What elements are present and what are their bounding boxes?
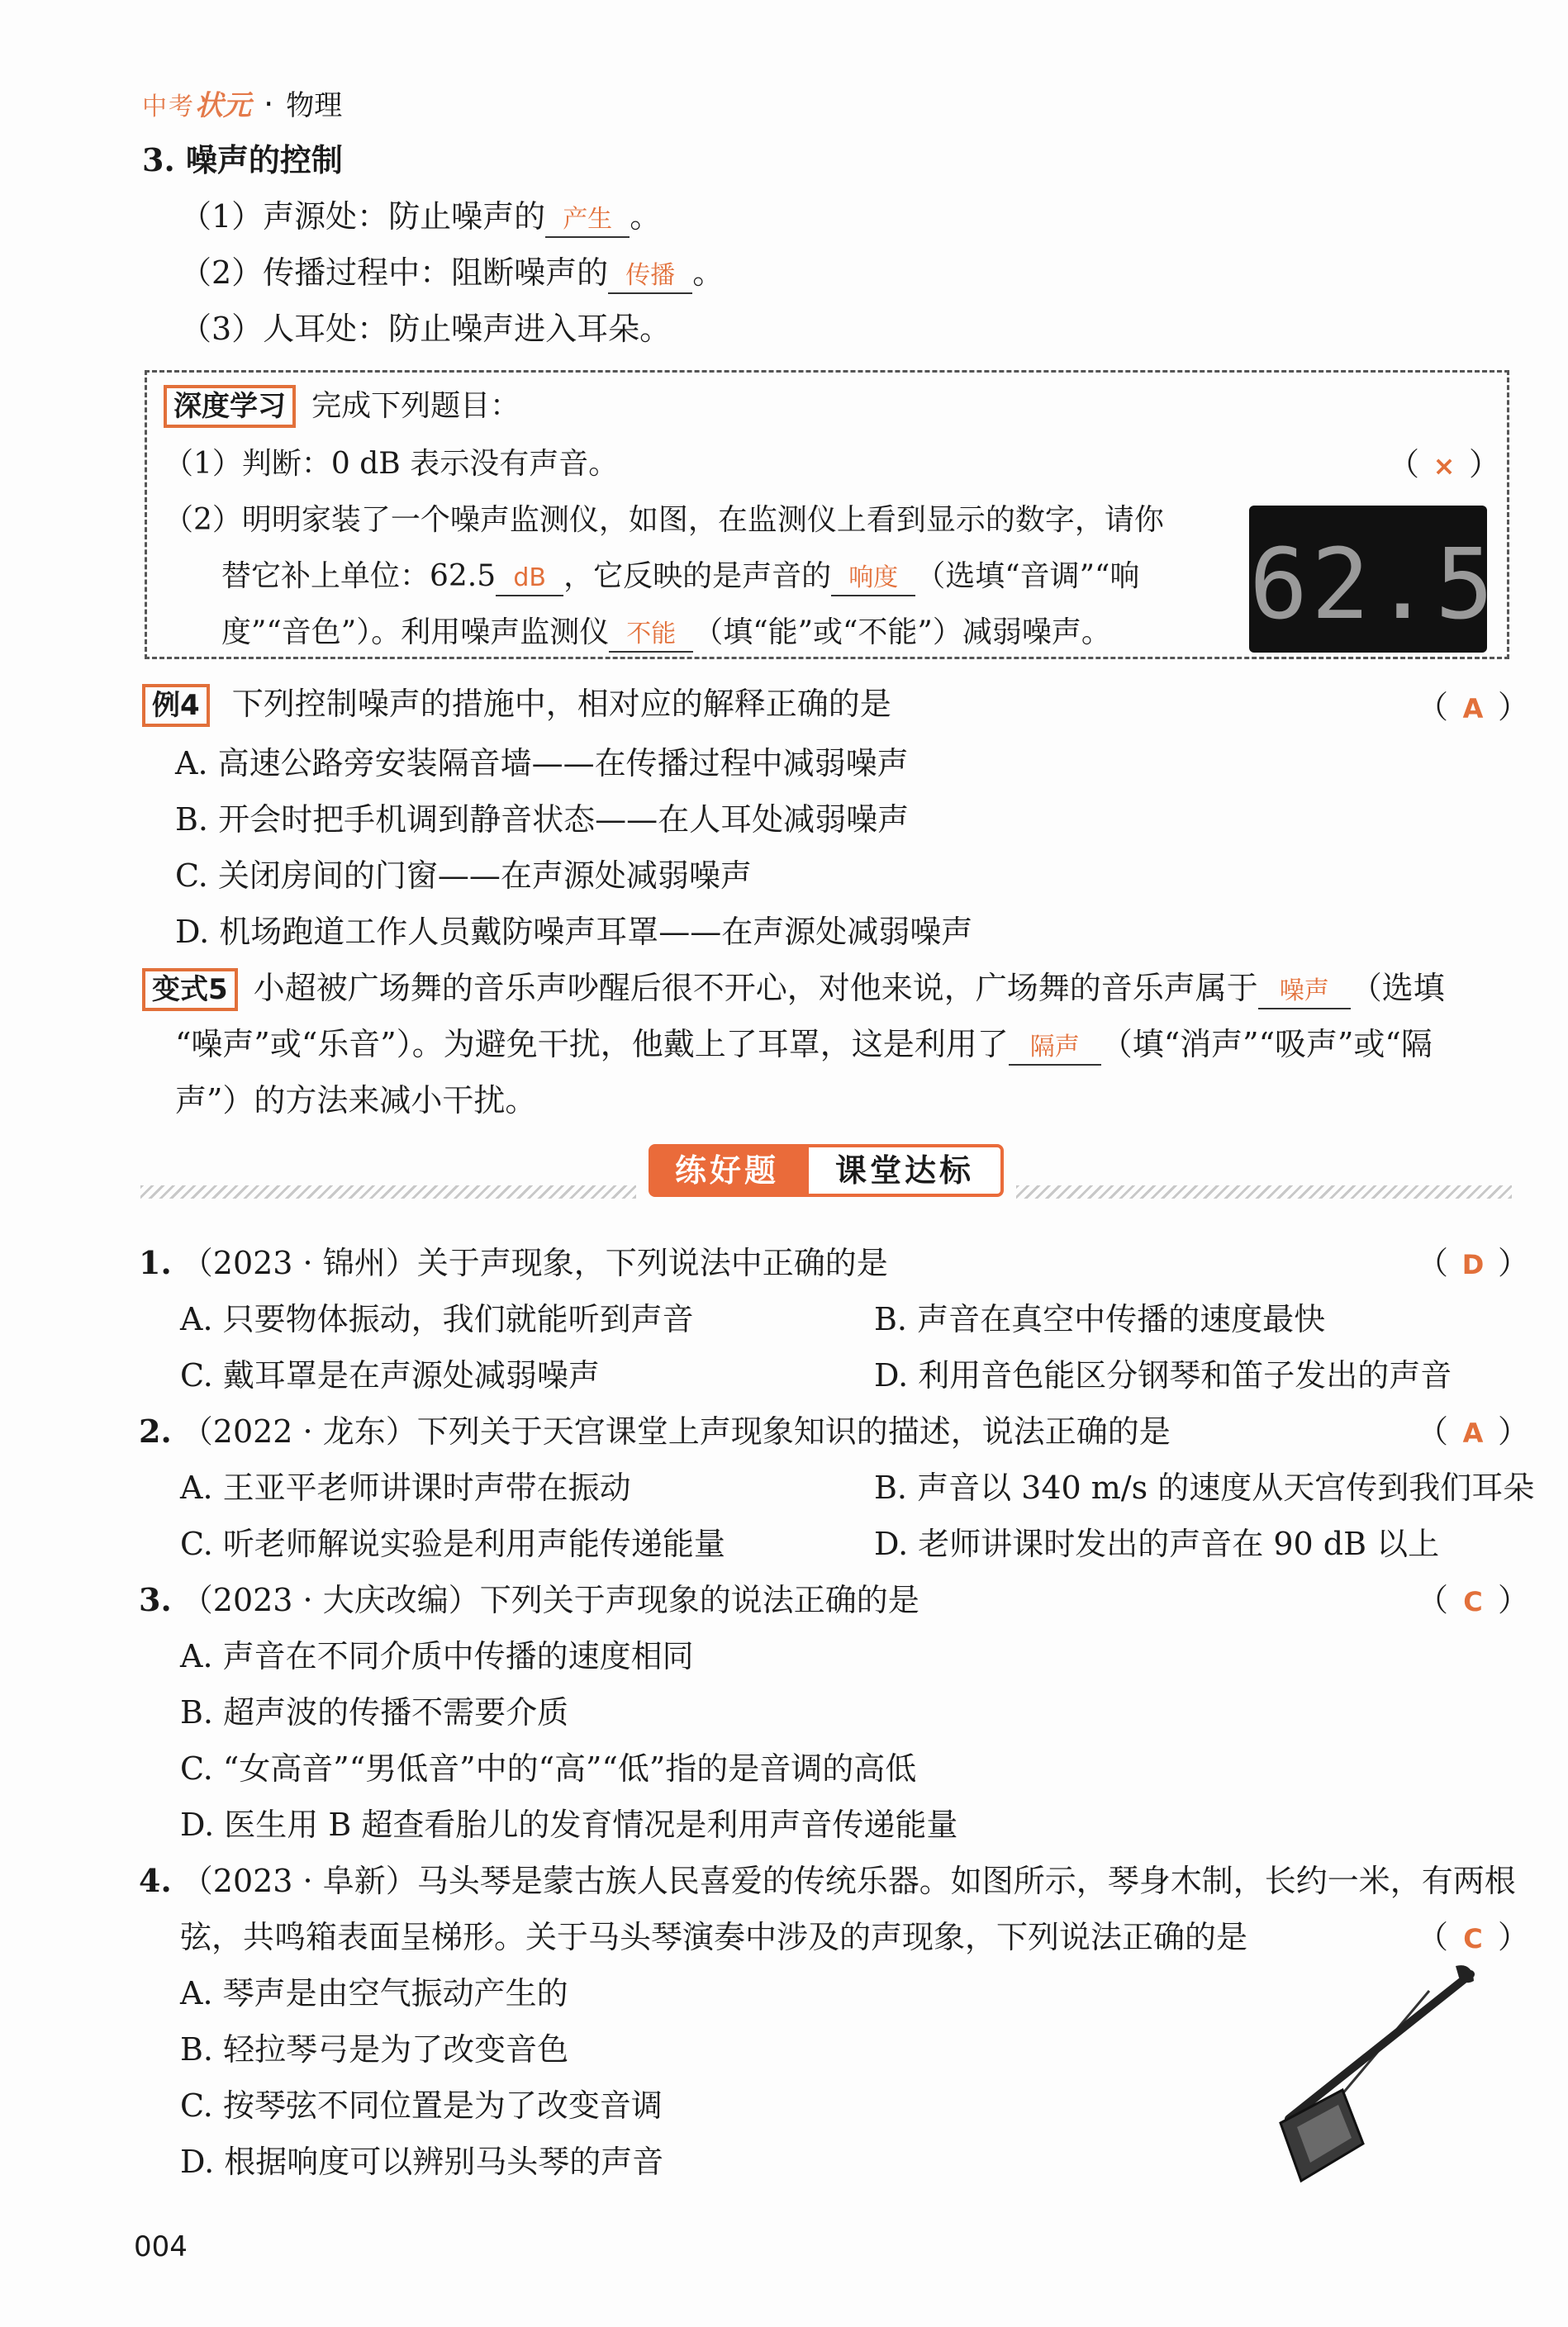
option: D. 医生用 B 超查看胎儿的发育情况是利用声音传递能量 [180, 1807, 958, 1843]
question-2: 2. （2022 · 龙东）下列关于天宫课堂上声现象知识的描述，说法正确的是 [139, 1413, 1171, 1450]
noise-meter-display: 62.5 [1249, 527, 1498, 641]
example4-header [142, 684, 891, 727]
option: B. 声音以 340 m/s 的速度从天宫传到我们耳朵 [874, 1470, 1535, 1506]
option: C. “女高音”“男低音”中的“高”“低”指的是音调的高低 [180, 1750, 917, 1787]
option: C. 关闭房间的门窗——在声源处减弱噪声 [175, 857, 752, 894]
section-title: 3. 噪声的控制 [142, 141, 343, 178]
variant5-line1: 变式5 小超被广场舞的音乐声吵醒后很不开心，对他来说，广场舞的音乐声属于 噪声 （选填 [142, 968, 1445, 1011]
banner-left: 练好题 [649, 1144, 805, 1197]
option: A. 高速公路旁安装隔音墙——在传播过程中减弱噪声 [175, 745, 909, 781]
option: B. 轻拉琴弓是为了改变音色 [180, 2031, 569, 2068]
answer-blank: dB [496, 562, 563, 596]
header-dot: · [264, 86, 274, 122]
option: D. 根据响度可以辨别马头琴的声音 [180, 2144, 664, 2180]
example4-answer: （ A ） [1417, 689, 1530, 725]
option: C. 听老师解说实验是利用声能传递能量 [180, 1526, 725, 1562]
example4-stem: 下列控制噪声的措施中，相对应的解释正确的是 [231, 686, 891, 722]
header-subject: 物理 [286, 89, 343, 122]
noise-meter-image [1249, 506, 1498, 653]
example-tag: 例4 [142, 684, 210, 727]
q4-answer: （ C ） [1417, 1919, 1530, 1955]
banner-divider-left [140, 1185, 636, 1199]
page-number: 004 [134, 2230, 188, 2263]
brand-text: 中考 [142, 93, 195, 121]
option: A. 声音在不同介质中传播的速度相同 [180, 1638, 694, 1674]
option: A. 只要物体振动，我们就能听到声音 [180, 1301, 694, 1337]
option: B. 超声波的传播不需要介质 [180, 1694, 569, 1731]
answer-blank: 传播 [608, 259, 692, 294]
section3-line3: （3）人耳处：防止噪声进入耳朵。 [180, 311, 672, 347]
deep-q1: （1）判断：0 dB 表示没有声音。 [164, 447, 619, 481]
deep-q2-line3: 度”“音色”）。利用噪声监测仪 不能 （填“能”或“不能”）减弱噪声。 [221, 613, 1111, 653]
question-4: 4. （2023 · 阜新）马头琴是蒙古族人民喜爱的传统乐器。如图所示，琴身木制，长约一米，有两根 [139, 1862, 1516, 1899]
option: A. 王亚平老师讲课时声带在振动 [180, 1470, 631, 1506]
q1-answer: （ D ） [1417, 1245, 1530, 1281]
banner-divider-right [1016, 1185, 1512, 1199]
option: B. 声音在真空中传播的速度最快 [874, 1301, 1326, 1337]
answer-blank: 不能 [609, 618, 693, 653]
variant-tag: 变式5 [142, 968, 238, 1011]
option: D. 机场跑道工作人员戴防噪声耳罩——在声源处减弱噪声 [175, 914, 973, 950]
question-1: 1. （2023 · 锦州）关于声现象，下列说法中正确的是 [139, 1244, 888, 1281]
deep-q2-line1: （2）明明家装了一个噪声监测仪，如图，在监测仪上看到显示的数字，请你 [164, 503, 1164, 537]
morin-khuur-image [1264, 1958, 1495, 2189]
q3-answer: （ C ） [1417, 1582, 1530, 1618]
section3-line2: （2）传播过程中：阻断噪声的 传播 。 [180, 253, 724, 294]
option: D. 利用音色能区分钢琴和笛子发出的声音 [874, 1357, 1452, 1394]
deep-learning-header [164, 385, 520, 428]
option: B. 开会时把手机调到静音状态——在人耳处减弱噪声 [175, 801, 910, 838]
deep-learning-tag: 深度学习 [164, 385, 296, 428]
banner-right: 课堂达标 [805, 1144, 1004, 1197]
option: C. 戴耳罩是在声源处减弱噪声 [180, 1357, 600, 1394]
brand-logo: 状元 [195, 89, 251, 122]
variant5-line3: 声”）的方法来减小干扰。 [175, 1082, 537, 1118]
variant5-line2: “噪声”或“乐音”）。为避免干扰，他戴上了耳罩，这是利用了 隔声 （填“消声”“吸声”或“隔 [175, 1024, 1433, 1066]
option: C. 按琴弦不同位置是为了改变音调 [180, 2087, 663, 2124]
answer-blank: 噪声 [1258, 975, 1351, 1009]
section3-line1: （1）声源处：防止噪声的 产生 。 [180, 197, 661, 238]
deep-learning-intro: 完成下列题目： [311, 389, 520, 423]
deep-q2-line2: 替它补上单位：62.5 dB ，它反映的是声音的 响度 （选填“音调”“响 [221, 557, 1139, 596]
answer-blank: 隔声 [1009, 1031, 1101, 1066]
answer-blank: 响度 [831, 562, 915, 596]
question-4-line2: 弦，共鸣箱表面呈梯形。关于马头琴演奏中涉及的声现象，下列说法正确的是 [180, 1919, 1248, 1955]
header [142, 83, 342, 126]
q2-answer: （ A ） [1417, 1413, 1530, 1450]
answer-blank: 产生 [545, 203, 630, 238]
deep-q1-answer: （ × ） [1388, 446, 1501, 482]
option: D. 老师讲课时发出的声音在 90 dB 以上 [874, 1526, 1440, 1562]
question-3: 3. （2023 · 大庆改编）下列关于声现象的说法正确的是 [139, 1581, 919, 1618]
instrument-neck [1289, 1974, 1471, 2119]
option: A. 琴声是由空气振动产生的 [180, 1975, 568, 2011]
